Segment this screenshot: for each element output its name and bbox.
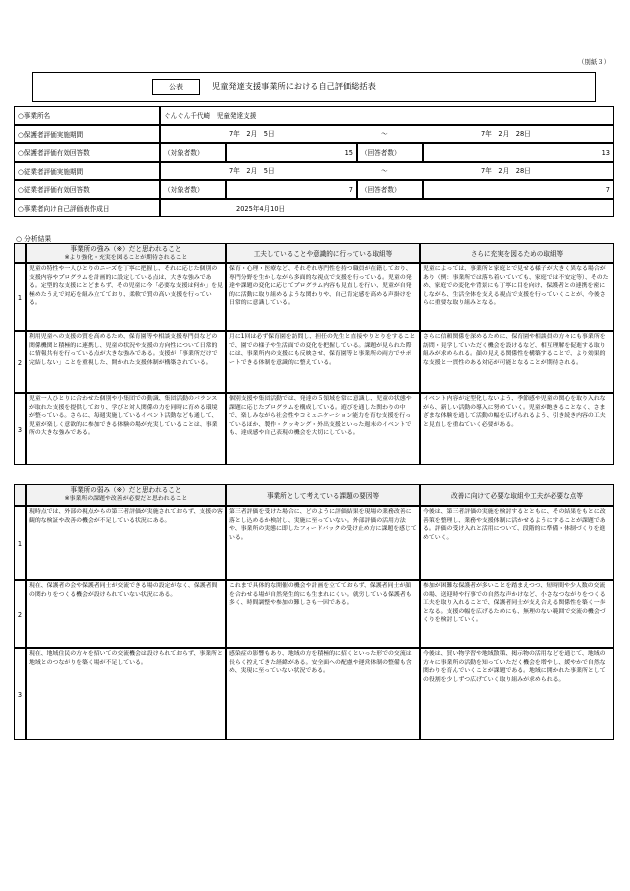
strengths-row-effort: 保育・心理・医療など、それぞれ専門性を持つ職員が在籍しており、専門分野を生かしながら多面的な視点で支援を行っている。児童の発達や課題の変化に応じてプログラム内容も見直しを行い、児童が自発的に活動に取り組めるような関わりや、自己肯定感を高める声掛けを日常的に意識している。 — [226, 263, 420, 331]
strengths-header-col1 — [26, 243, 226, 263]
info-label: ○保護者評価実施期間 — [14, 125, 160, 144]
info-label: ○保護者評価有効回答数 — [14, 143, 160, 162]
strengths-row-strength: 児童一人ひとりに合わせた個別や小集団での動識、集団活動のバランスが取れた支援を提供しており、学びと対人関係の力を同時に育める環境が整っている。さらに、毎週実施しているイベント活動なども通して、児童が楽しく意欲的に参加できる体験の場が充実していることは、事業所の大きな強みである。 — [26, 393, 226, 465]
strengths-row-number: 3 — [14, 393, 26, 465]
weaknesses-header-col3: 改善に向けて必要な取組や工夫が必要な点等 — [420, 484, 614, 506]
info-value — [160, 106, 614, 125]
weaknesses-row-effort: 感染症の影響もあり、地域の方を積極的に招くといった形での交流は長らく控えてきた経緯がある。安全面への配慮や運営体制の整備も含め、実現に至っていない状況である。 — [226, 648, 420, 740]
answer-count-value: 13 — [423, 143, 614, 162]
weaknesses-row-number: 2 — [14, 580, 26, 648]
strengths-row-improvement: イベント内容が定型化しないよう、季節感や児童の関心を取り入れながら、新しい活動の導入に努めていく。児童が飽きることなく、さまざまな体験を通して活動の幅を広げられるよう、引き続き内容の工夫と見直しを重ねていく必要がある。 — [420, 393, 614, 465]
weaknesses-header-col1-note: ※事業所の課題や改善が必要だと思われること — [64, 495, 188, 502]
period-start: 7年 2月 5日 — [229, 166, 275, 175]
analysis-heading: ○ 分析結果 — [16, 235, 52, 243]
weaknesses-row-strength: 現在、地域住民の方々を招いての交流機会は設けられておらず、事業所と地域とのつながりを築く場が不足している。 — [26, 648, 226, 740]
answer-count-label: （回答者数） — [357, 143, 423, 162]
info-label: ○事業者向け自己評価表作成日 — [14, 199, 160, 218]
strengths-header-col2: 工夫していることや意識的に行っている取組等 — [226, 243, 420, 263]
strengths-row-improvement: 児童によっては、事業所と家庭とで見せる様子が大きく異なる場合があり（例：事業所では落ち着いていても、家庭では不安定等）、そのため、家庭での変化や背景にも丁寧に目を向け、保護者との連携を密にしながら、生活全体を支える視点で支援を行っていくことが、今後さらに重要な取り組みとなる。 — [420, 263, 614, 331]
weaknesses-header-col1 — [26, 484, 226, 506]
period-tilde: ～ — [381, 129, 388, 138]
target-count-value: 15 — [226, 143, 357, 162]
target-count-label: （対象者数） — [160, 143, 226, 162]
public-badge: 公表 — [152, 79, 200, 95]
weaknesses-row-improvement: 参加が困難な保護者が多いことを踏まえつつ、短時間や少人数の交流の場、送迎時や行事での自然な声かけなど、小さなつながりをつくる工夫を取り入れることで、保護者同士が支え合える関係性を築く一歩となる。支援の幅を広げるためにも、無理のない範囲で交流の機会づくりを検討していく。 — [420, 580, 614, 648]
strengths-row-effort: 月に1回は必ず保育園を訪問し、担任の先生と直接やりとりをすることで、園での様子や生活面での変化を把握している。課題が見られた際には、事業所内の支援にも反映させ、保育園等と事業所の両方でサポートできる体制を意識的に整えている。 — [226, 331, 420, 393]
strengths-row-number: 2 — [14, 331, 26, 393]
strengths-row-effort: 個別支援や集団活動では、発達の５領域を常に意識し、児童の状態や課題に応じたプログラムを構成している。遊びを通した関わりの中で、楽しみながら社会性やコミュニケーション能力を育む支援を行っているほか、製作・クッキング・外出支援といった週末のイベントでも、達成感や自己表現の機会を大切にしている。 — [226, 393, 420, 465]
weaknesses-header-col1-title: 事業所の弱み（※）だと思われること — [70, 486, 182, 494]
weaknesses-row-effort: 第三者評価を受けた場合に、どのように評価結果を現場の業務改善に落とし込めるか検討し、実施に至っていない。外部評価の活用方法や、事業所の実態に即したフィードバックの受け止め方に課題を感じている。 — [226, 506, 420, 580]
info-label: ○事業所名 — [14, 106, 160, 125]
weaknesses-header-no — [14, 484, 26, 506]
weaknesses-row-improvement: 今後は、買い物学習や地域散策、掲示物の活用などを通じて、地域の方々に事業所の活動を知っていただく機会を増やし、緩やかで自然な関わりを育んでいくことが課題である。地域に開かれた事業所としての役割を少しずつ広げていく取り組みが求められる。 — [420, 648, 614, 740]
info-value — [160, 199, 614, 218]
answer-count-label: （回答者数） — [357, 180, 423, 199]
info-label: ○従業者評価実施期間 — [14, 162, 160, 181]
strengths-header-no — [14, 243, 26, 263]
strengths-row-improvement: さらに信頼関係を深めるために、保育園や相談員の方々にも事業所を訪問・見学していただく機会を設けるなど、相互理解を促進する取り組みが求められる。顔の見える関係性を構築することで、より効果的な支援と一貫性のある対応が可能となることが期待される。 — [420, 331, 614, 393]
weaknesses-row-strength: 現時点では、外部の視点からの第三者評価が実施されておらず、支援の客観的な検証や改善の機会が不足している状況にある。 — [26, 506, 226, 580]
weaknesses-row-number: 1 — [14, 506, 26, 580]
info-value-text: ぐんぐん千代崎 児童発達支援 — [164, 112, 257, 120]
period-end: 7年 2月 28日 — [481, 166, 531, 175]
target-count-label: （対象者数） — [160, 180, 226, 199]
strengths-row-strength: 児童の特性や一人ひとりのニーズを丁寧に把握し、それに応じた個別の支援内容やプログラムを計画的に設定している点は、大きな強みである。定型的な支援にとどまらず、その児童に今「必要な支援は何か」を見極めたうえで対応を組み立てており、柔軟で質の高い支援を行っている。 — [26, 263, 226, 331]
form-number: （別紙３） — [578, 58, 610, 66]
target-count-value: 7 — [226, 180, 357, 199]
strengths-header-col3: さらに充実を図るための取組等 — [420, 243, 614, 263]
weaknesses-row-strength: 現在、保護者の会や保護者同士が交流できる場の設定がなく、保護者間の関わりをつくる機会が設けられていない状況にある。 — [26, 580, 226, 648]
answer-count-value: 7 — [423, 180, 614, 199]
weaknesses-row-effort: これまで具体的な開催の機会や計画を立てておらず、保護者同士が顔を合わせる場が自然発生的にも生まれにくい。就労している保護者も多く、時間調整や参加の難しさも一因である。 — [226, 580, 420, 648]
period-end: 7年 2月 28日 — [481, 129, 531, 138]
strengths-row-strength: 利用児童への支援の質を高めるため、保育園等や相談支援専門員などの関係機関と積極的に連携し、児童の状況や支援の方向性について日常的に情報共有を行っている点が大きな強みである。支援が「事業所だけで完結しない」ことを重視した、開かれた支援体制が構築されている。 — [26, 331, 226, 393]
strengths-header-col1-note: ※より強化・充実を図ることが期待されること — [64, 254, 188, 261]
weaknesses-header-col2: 事業所として考えている課題の要因等 — [226, 484, 420, 506]
period-tilde: ～ — [381, 166, 388, 175]
page-title: 児童発達支援事業所における自己評価総括表 — [212, 81, 376, 91]
strengths-row-number: 1 — [14, 263, 26, 331]
info-label: ○従業者評価有効回答数 — [14, 180, 160, 199]
weaknesses-row-improvement: 今後は、第三者評価の実施を検討するとともに、その結果をもとに改善策を整理し、業務や支援体制に活かせるようにすることが課題である。評価の受け入れと活用について、段階的に準備・体制づくりを進めていく。 — [420, 506, 614, 580]
strengths-header-col1-title: 事業所の強み（※）だと思われること — [70, 245, 182, 253]
info-value-text: 2025年4月10日 — [236, 204, 286, 213]
period-start: 7年 2月 5日 — [229, 129, 275, 138]
weaknesses-row-number: 3 — [14, 648, 26, 740]
